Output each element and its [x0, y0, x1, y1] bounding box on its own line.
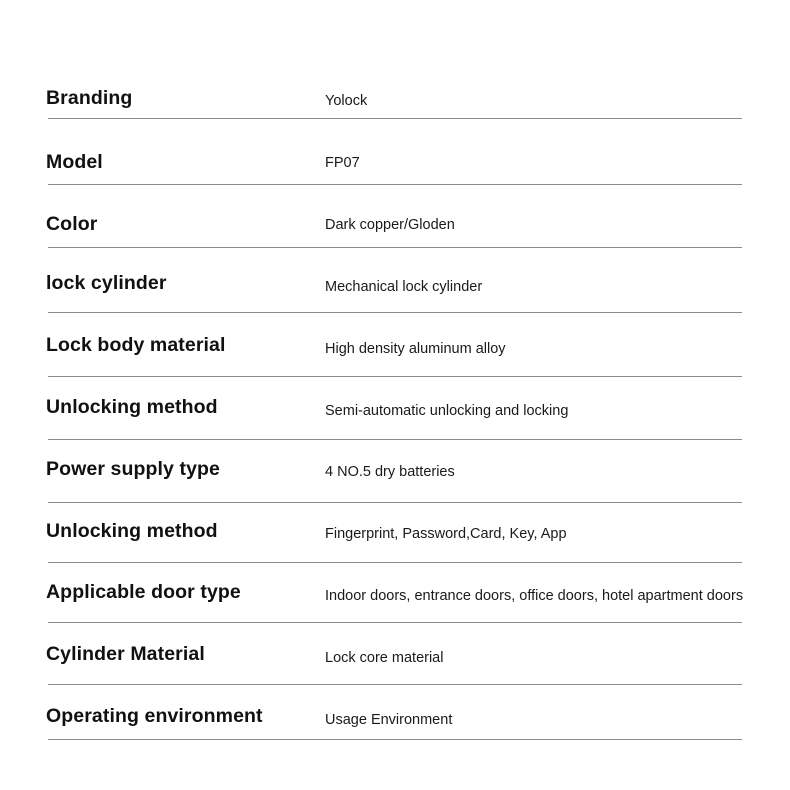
- spec-value-branding: Yolock: [325, 93, 368, 109]
- spec-value-unlocking-method-2: Fingerprint, Password,Card, Key, App: [325, 526, 567, 542]
- spec-label-branding: Branding: [46, 87, 133, 109]
- spec-label-operating-environment: Operating environment: [46, 705, 263, 727]
- spec-label-lock-body-material: Lock body material: [46, 334, 226, 356]
- spec-value-lock-cylinder: Mechanical lock cylinder: [325, 279, 483, 295]
- row-divider: [48, 376, 742, 377]
- row-divider: [48, 184, 742, 185]
- spec-value-cylinder-material: Lock core material: [325, 650, 444, 666]
- spec-label-lock-cylinder: lock cylinder: [46, 272, 167, 294]
- spec-label-color: Color: [46, 213, 98, 235]
- spec-value-color: Dark copper/Gloden: [325, 217, 455, 233]
- spec-label-applicable-door-type: Applicable door type: [46, 581, 241, 603]
- row-divider: [48, 562, 742, 563]
- spec-label-unlocking-method: Unlocking method: [46, 396, 218, 418]
- row-divider: [48, 312, 742, 313]
- spec-value-unlocking-method: Semi-automatic unlocking and locking: [325, 403, 569, 419]
- spec-label-model: Model: [46, 151, 103, 173]
- spec-label-unlocking-method-2: Unlocking method: [46, 520, 218, 542]
- row-divider: [48, 622, 742, 623]
- spec-value-model: FP07: [325, 155, 360, 171]
- spec-value-applicable-door-type: Indoor doors, entrance doors, office doors, hotel apartment doors: [325, 588, 744, 604]
- row-divider: [48, 247, 742, 248]
- spec-value-lock-body-material: High density aluminum alloy: [325, 341, 506, 357]
- row-divider: [48, 739, 742, 740]
- spec-value-power-supply-type: 4 NO.5 dry batteries: [325, 464, 455, 480]
- spec-label-power-supply-type: Power supply type: [46, 458, 220, 480]
- row-divider: [48, 684, 742, 685]
- row-divider: [48, 118, 742, 119]
- row-divider: [48, 502, 742, 503]
- row-divider: [48, 439, 742, 440]
- spec-value-operating-environment: Usage Environment: [325, 712, 453, 728]
- spec-label-cylinder-material: Cylinder Material: [46, 643, 205, 665]
